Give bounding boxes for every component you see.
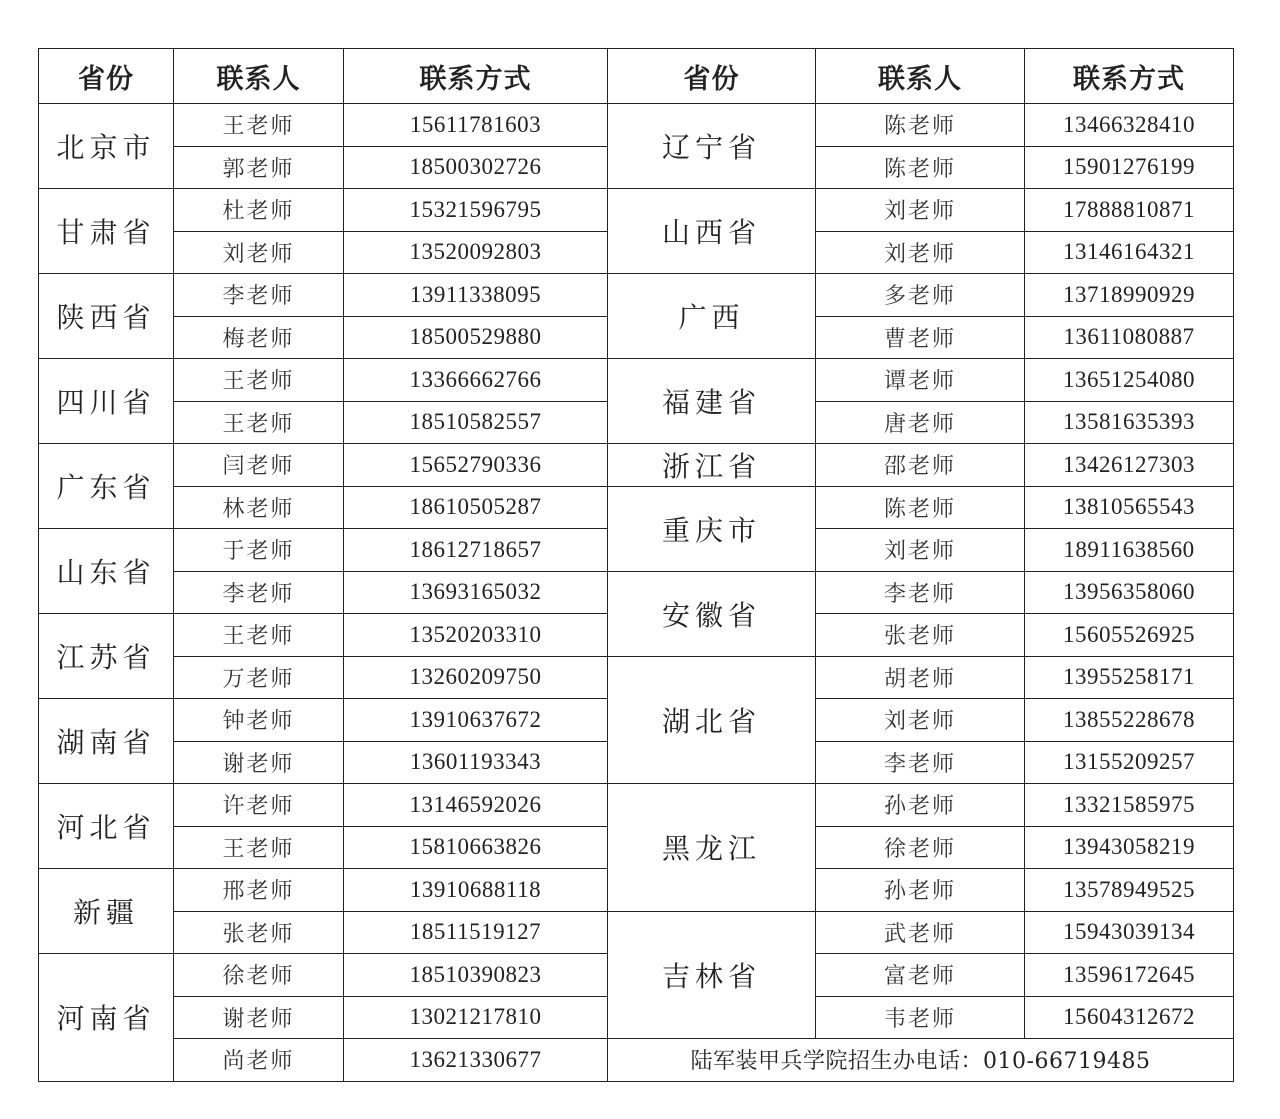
header-phone-left: 联系方式 [344, 49, 608, 104]
contact-name-cell: 李老师 [816, 741, 1025, 784]
contact-name-cell: 闫老师 [174, 444, 344, 487]
header-province-left: 省份 [39, 49, 174, 104]
phone-cell: 13943058219 [1025, 826, 1234, 869]
contact-name-cell: 谢老师 [174, 996, 344, 1039]
phone-cell: 13693165032 [344, 571, 608, 614]
contact-name-cell: 王老师 [174, 826, 344, 869]
province-cell: 安徽省 [608, 571, 816, 656]
contact-name-cell: 孙老师 [816, 869, 1025, 912]
contact-name-cell: 刘老师 [816, 529, 1025, 572]
phone-cell: 18510390823 [344, 954, 608, 997]
table-row [39, 274, 1234, 317]
province-cell: 广东省 [39, 444, 174, 529]
phone-cell: 13911338095 [344, 274, 608, 317]
phone-cell: 18500302726 [344, 146, 608, 189]
province-cell: 辽宁省 [608, 104, 816, 189]
phone-cell: 18500529880 [344, 316, 608, 359]
contact-name-cell: 刘老师 [816, 189, 1025, 232]
province-cell: 广西 [608, 274, 816, 359]
contact-name-cell: 郭老师 [174, 146, 344, 189]
contact-name-cell: 唐老师 [816, 401, 1025, 444]
phone-cell: 13146592026 [344, 784, 608, 827]
province-cell: 福建省 [608, 359, 816, 444]
table-body [39, 104, 1234, 1082]
table-row [39, 444, 1234, 487]
phone-cell: 15943039134 [1025, 911, 1234, 954]
phone-cell: 13321585975 [1025, 784, 1234, 827]
province-cell: 黑龙江 [608, 784, 816, 912]
phone-cell: 13855228678 [1025, 699, 1234, 742]
phone-cell: 13581635393 [1025, 401, 1234, 444]
table-row [39, 359, 1234, 402]
phone-cell: 13718990929 [1025, 274, 1234, 317]
contact-name-cell: 富老师 [816, 954, 1025, 997]
phone-cell: 13520092803 [344, 231, 608, 274]
phone-cell: 13466328410 [1025, 104, 1234, 147]
contact-name-cell: 林老师 [174, 486, 344, 529]
province-cell: 北京市 [39, 104, 174, 189]
table-row [39, 911, 1234, 954]
phone-cell: 13578949525 [1025, 869, 1234, 912]
phone-cell: 18510582557 [344, 401, 608, 444]
phone-cell: 13956358060 [1025, 571, 1234, 614]
province-cell: 甘肃省 [39, 189, 174, 274]
contact-name-cell: 王老师 [174, 104, 344, 147]
province-cell: 河北省 [39, 784, 174, 869]
contact-name-cell: 陈老师 [816, 146, 1025, 189]
contact-name-cell: 武老师 [816, 911, 1025, 954]
contact-name-cell: 李老师 [174, 571, 344, 614]
phone-cell: 18911638560 [1025, 529, 1234, 572]
province-cell: 吉林省 [608, 911, 816, 1039]
header-contact-right: 联系人 [816, 49, 1025, 104]
contact-name-cell: 胡老师 [816, 656, 1025, 699]
table-row [39, 571, 1234, 614]
phone-cell: 13611080887 [1025, 316, 1234, 359]
province-cell: 四川省 [39, 359, 174, 444]
contact-name-cell: 王老师 [174, 614, 344, 657]
contact-name-cell: 钟老师 [174, 699, 344, 742]
contact-name-cell: 谢老师 [174, 741, 344, 784]
table-row [39, 1039, 1234, 1082]
province-cell: 江苏省 [39, 614, 174, 699]
contact-name-cell: 孙老师 [816, 784, 1025, 827]
contact-name-cell: 张老师 [816, 614, 1025, 657]
contact-name-cell: 刘老师 [816, 699, 1025, 742]
contact-name-cell: 王老师 [174, 359, 344, 402]
province-cell: 湖南省 [39, 699, 174, 784]
phone-cell: 13021217810 [344, 996, 608, 1039]
province-cell: 浙江省 [608, 444, 816, 487]
contact-name-cell: 杜老师 [174, 189, 344, 232]
phone-cell: 18612718657 [344, 529, 608, 572]
contact-table [38, 48, 1234, 1082]
contact-name-cell: 谭老师 [816, 359, 1025, 402]
header-contact-left: 联系人 [174, 49, 344, 104]
phone-cell: 13910688118 [344, 869, 608, 912]
contact-name-cell: 尚老师 [174, 1039, 344, 1082]
phone-cell: 13520203310 [344, 614, 608, 657]
contact-name-cell: 李老师 [816, 571, 1025, 614]
phone-cell: 15611781603 [344, 104, 608, 147]
table-row [39, 486, 1234, 529]
contact-name-cell: 许老师 [174, 784, 344, 827]
contact-name-cell: 曹老师 [816, 316, 1025, 359]
phone-cell: 13651254080 [1025, 359, 1234, 402]
phone-cell: 13146164321 [1025, 231, 1234, 274]
admissions-phone-note: 陆军装甲兵学院招生办电话：010-66719485 [608, 1039, 1234, 1082]
phone-cell: 15652790336 [344, 444, 608, 487]
phone-cell: 18610505287 [344, 486, 608, 529]
table-row [39, 656, 1234, 699]
phone-cell: 15901276199 [1025, 146, 1234, 189]
province-cell: 河南省 [39, 954, 174, 1082]
phone-cell: 15604312672 [1025, 996, 1234, 1039]
header-row [39, 49, 1234, 104]
contact-name-cell: 陈老师 [816, 104, 1025, 147]
contact-name-cell: 邵老师 [816, 444, 1025, 487]
table-row [39, 784, 1234, 827]
contact-name-cell: 刘老师 [174, 231, 344, 274]
phone-cell: 13810565543 [1025, 486, 1234, 529]
phone-cell: 13426127303 [1025, 444, 1234, 487]
phone-cell: 17888810871 [1025, 189, 1234, 232]
contact-name-cell: 多老师 [816, 274, 1025, 317]
contact-name-cell: 徐老师 [174, 954, 344, 997]
phone-cell: 13155209257 [1025, 741, 1234, 784]
header-phone-right: 联系方式 [1025, 49, 1234, 104]
contact-name-cell: 陈老师 [816, 486, 1025, 529]
province-cell: 湖北省 [608, 656, 816, 784]
phone-cell: 15605526925 [1025, 614, 1234, 657]
contact-name-cell: 韦老师 [816, 996, 1025, 1039]
phone-cell: 15810663826 [344, 826, 608, 869]
contact-name-cell: 梅老师 [174, 316, 344, 359]
province-cell: 重庆市 [608, 486, 816, 571]
phone-cell: 15321596795 [344, 189, 608, 232]
phone-cell: 13910637672 [344, 699, 608, 742]
contact-name-cell: 刘老师 [816, 231, 1025, 274]
table-row [39, 104, 1234, 147]
phone-cell: 18511519127 [344, 911, 608, 954]
phone-cell: 13601193343 [344, 741, 608, 784]
phone-cell: 13621330677 [344, 1039, 608, 1082]
contact-name-cell: 徐老师 [816, 826, 1025, 869]
contact-name-cell: 李老师 [174, 274, 344, 317]
province-cell: 陕西省 [39, 274, 174, 359]
table-row [39, 189, 1234, 232]
contact-name-cell: 王老师 [174, 401, 344, 444]
province-cell: 山东省 [39, 529, 174, 614]
header-province-right: 省份 [608, 49, 816, 104]
contact-name-cell: 张老师 [174, 911, 344, 954]
contact-name-cell: 于老师 [174, 529, 344, 572]
contact-name-cell: 邢老师 [174, 869, 344, 912]
phone-cell: 13596172645 [1025, 954, 1234, 997]
province-cell: 新疆 [39, 869, 174, 954]
phone-cell: 13955258171 [1025, 656, 1234, 699]
phone-cell: 13260209750 [344, 656, 608, 699]
phone-cell: 13366662766 [344, 359, 608, 402]
province-cell: 山西省 [608, 189, 816, 274]
contact-name-cell: 万老师 [174, 656, 344, 699]
